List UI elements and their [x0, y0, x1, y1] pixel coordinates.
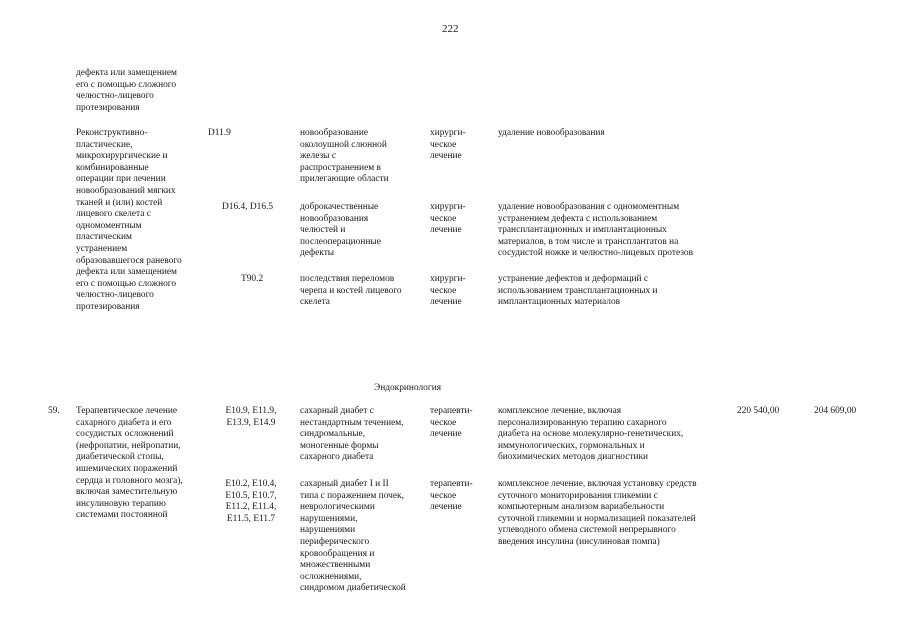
price-oms: 204 609,00: [814, 406, 857, 416]
treatment-method: комплексное лечение, включая установку средств суточного мониторирования гликемии с компьютерным анализом вариабельности суточной гликемии и нормализацией показателей углеводного обмена системой непрерывного введения инсулина (инсулиновая помпа): [498, 479, 697, 547]
treatment-type: терапевти- ческое лечение: [430, 406, 473, 440]
treatment-type: терапевти- ческое лечение: [430, 479, 473, 513]
method-description: Реконструктивно- пластические, микрохирургические и комбинированные операции при лечении новообразований мягких тканей и (или) костей лицевого скелета с одномоментным пластическим устранением образовавшегося раневого дефекта или замещением его с помощью сложного челюстно-лицевого протезирования: [76, 128, 182, 312]
method-description: Терапевтическое лечение сахарного диабета и его сосудистых осложнений (нефропатии, нейропатии, диабетической стопы, ишемических поражений сердца и головного мозга), включая заместительную инсулиновую терапию системами постоянной: [76, 406, 183, 521]
icd-code: D16.4, D16.5: [222, 202, 274, 212]
treatment-method: комплексное лечение, включая персонализированную терапию сахарного диабета на основе молекулярно-генетических, иммунологических, гормональных и биохимических методов диагностики: [498, 406, 684, 463]
patient-model: сахарный диабет I и II типа с поражением почек, неврологическими нарушениями, нарушениями периферического кровообращения и множественными осложнениями, синдромом диабетической: [300, 479, 406, 594]
icd-code: E10.2, E10.4, E10.5, E10.7, E11.2, E11.4, E11.5, E11.7: [225, 479, 277, 524]
patient-model: сахарный диабет с нестандартным течением, синдромальные, моногенные формы сахарного диабета: [300, 406, 404, 463]
page-number: 222: [442, 23, 459, 35]
patient-model: последствия переломов черепа и костей лицевого скелета: [300, 274, 402, 308]
icd-code: T90.2: [241, 274, 264, 284]
treatment-type: хирурги- ческое лечение: [430, 274, 466, 308]
row-number: 59.: [48, 406, 60, 416]
patient-model: новообразование околоушной слюнной железы с распространением в прилегающие области: [300, 128, 389, 185]
patient-model: доброкачественные новообразования челюстей и послеоперационные дефекты: [300, 202, 381, 259]
treatment-method: устранение дефектов и деформаций с использованием трансплантационных и имплантационных материалов: [498, 274, 658, 308]
section-heading: Эндокринология: [374, 383, 442, 393]
icd-code: D11.9: [208, 128, 231, 138]
continuation-text: дефекта или замещением его с помощью сложного челюстно-лицевого протезирования: [76, 68, 177, 113]
treatment-type: хирурги- ческое лечение: [430, 128, 466, 162]
treatment-method: удаление новообразования с одномоментным устранением дефекта с использованием трансплантационных и имплантационных материалов, в том числе и трансплантатов на сосудистой ножке и челюстно-лицевых протезов: [498, 202, 693, 259]
treatment-method: удаление новообразования: [498, 128, 605, 138]
icd-code: E10.9, E11.9, E13.9, E14.9: [225, 406, 277, 428]
price-total: 220 540,00: [737, 406, 780, 416]
treatment-type: хирурги- ческое лечение: [430, 202, 466, 236]
